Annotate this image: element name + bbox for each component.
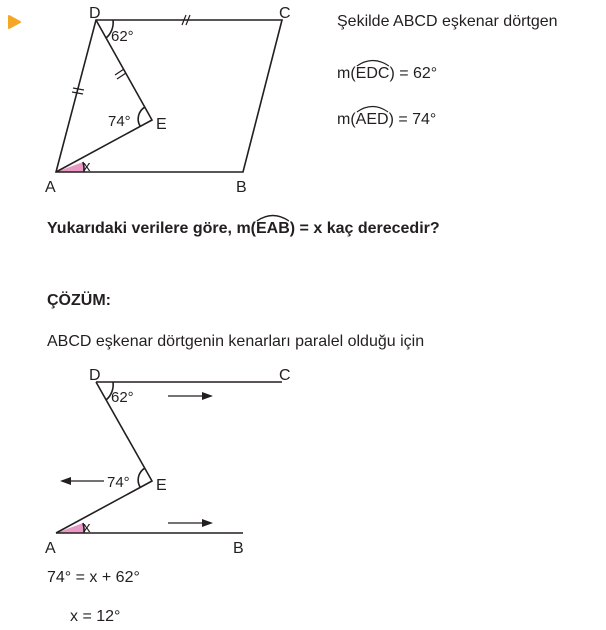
rhombus-outline — [56, 20, 282, 172]
angle-arc-e-2 — [138, 468, 145, 487]
vertex-d-label-2: D — [89, 367, 101, 384]
angle-x-label: x — [83, 158, 91, 175]
segment-d-e-a — [56, 20, 152, 172]
segment-d-e-a-2 — [56, 382, 152, 533]
solution-text: ABCD eşkenar dörtgenin kenarları paralel olduğu için — [47, 333, 425, 350]
play-marker-icon — [9, 16, 20, 28]
angle-74-label-2: 74° — [107, 474, 130, 491]
solution-step1: 74° = x + 62° — [47, 569, 140, 586]
vertex-d-label: D — [89, 5, 101, 22]
given-eq2 — [337, 111, 436, 129]
given-eq2-prefix: m( — [337, 111, 356, 128]
vertex-c-label: C — [279, 5, 291, 22]
question-suffix: ) = x kaç derecedir? — [289, 220, 440, 237]
given-eq1-arc — [356, 65, 390, 83]
angle-arc-e — [138, 107, 145, 126]
question-text — [47, 220, 440, 238]
given-eq1-prefix: m( — [337, 65, 356, 82]
angle-74-label: 74° — [108, 113, 131, 130]
vertex-e-label-2: E — [156, 477, 167, 494]
question-prefix: Yukarıdaki verilere göre, m( — [47, 220, 256, 237]
angle-x-label-2: x — [83, 519, 91, 536]
solution-heading: ÇÖZÜM: — [47, 292, 111, 309]
given-eq2-suffix: ) = 74° — [388, 111, 437, 128]
arc-mark-icon — [356, 58, 390, 66]
arrow-top-head-icon — [202, 392, 213, 400]
solution-step2: x = 12° — [70, 608, 121, 625]
arc-mark-icon — [256, 213, 290, 221]
arrow-bottom-head-icon — [202, 519, 213, 527]
given-eq1-suffix: ) = 62° — [389, 65, 438, 82]
given-eq2-arc — [356, 111, 389, 129]
given-eq1 — [337, 65, 437, 83]
given-intro: Şekilde ABCD eşkenar dörtgen — [337, 13, 558, 30]
angle-62-label: 62° — [111, 28, 134, 45]
arc-mark-icon — [356, 104, 389, 112]
vertex-a-label: A — [45, 179, 56, 196]
vertex-b-label: B — [236, 179, 247, 196]
question-arc-text: EAB — [256, 220, 290, 237]
parallel-lines-figure — [56, 382, 282, 533]
arrow-mid-head-icon — [60, 477, 71, 485]
given-eq2-arc-text: AED — [355, 111, 389, 128]
angle-62-label-2: 62° — [111, 389, 134, 406]
rhombus-figure — [56, 15, 282, 172]
vertex-e-label: E — [156, 116, 167, 133]
given-eq1-arc-text: EDC — [355, 65, 390, 82]
vertex-b-label-2: B — [233, 540, 244, 557]
vertex-a-label-2: A — [45, 540, 56, 557]
vertex-c-label-2: C — [279, 367, 291, 384]
question-arc — [256, 220, 290, 238]
